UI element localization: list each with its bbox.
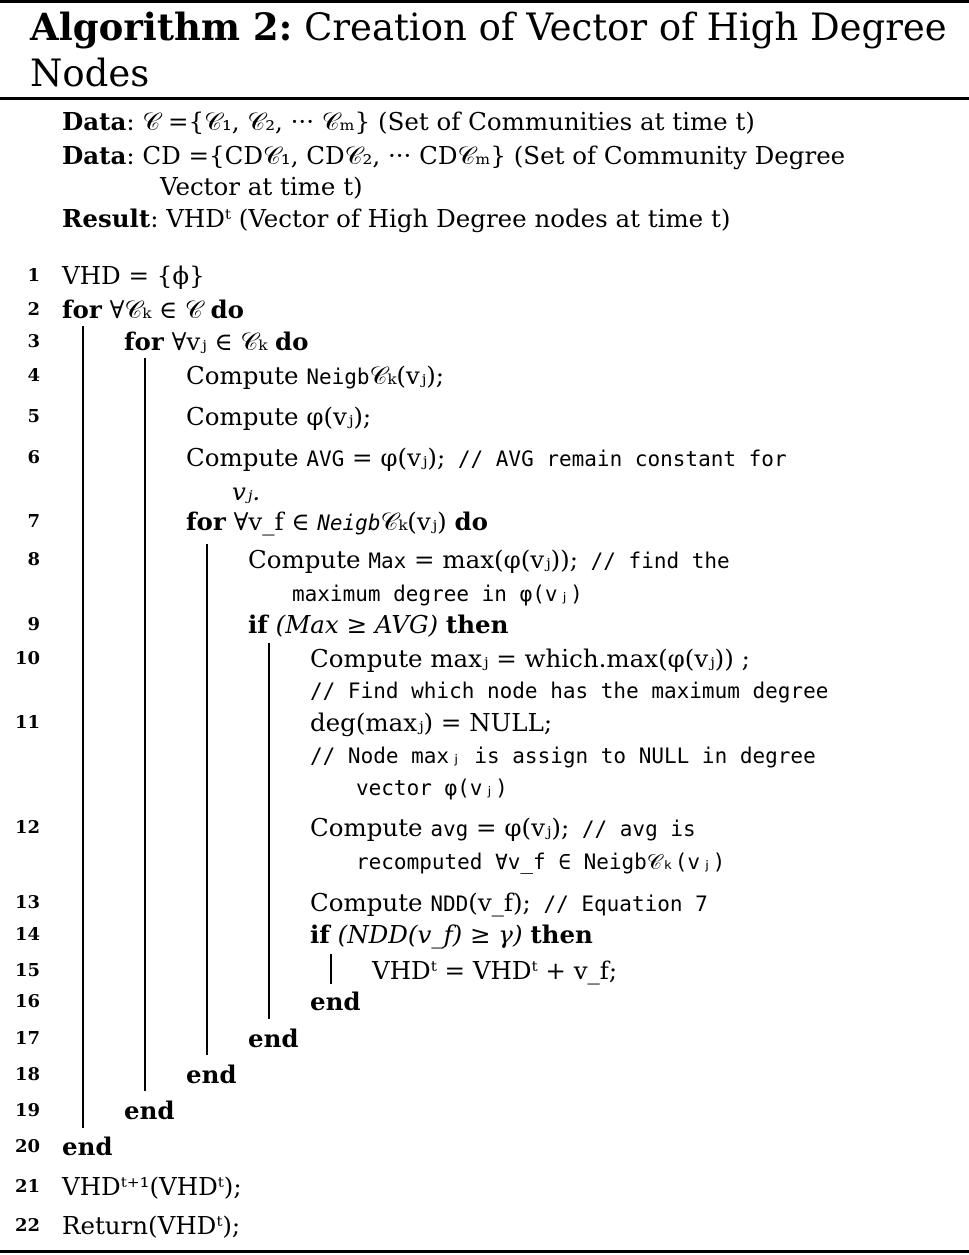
algo-line: end (186, 1060, 237, 1089)
algo-line: Return(VHDᵗ); (62, 1211, 241, 1240)
algo-line: for ∀v_f ∈ Neigb𝒞ₖ(vⱼ) do (186, 507, 488, 536)
algorithm-label: Algorithm 2: (30, 5, 293, 49)
algo-line: for ∀vⱼ ∈ 𝒞ₖ do (124, 327, 309, 356)
algo-line: Compute Neigb𝒞ₖ(vⱼ); (186, 361, 445, 390)
line-number: 17 (14, 1028, 40, 1049)
algo-line-cont: vⱼ. (232, 477, 261, 506)
algo-line: if (Max ≥ AVG) then (248, 610, 509, 639)
line-number: 11 (14, 712, 40, 733)
title-text-cont: Nodes (30, 52, 150, 95)
line-number: 8 (27, 549, 40, 570)
algo-line: deg(maxⱼ) = NULL; (310, 708, 553, 737)
line-number: 3 (27, 331, 40, 352)
algo-line: Compute maxⱼ = which.max(φ(vⱼ)) ; (310, 644, 750, 673)
indent-bar-4 (268, 643, 270, 1019)
line-number: 9 (27, 614, 40, 635)
data-line-1: Data: 𝒞 ={𝒞₁, 𝒞₂, ··· 𝒞ₘ} (Set of Communities at time t) (62, 107, 755, 136)
line-number: 16 (14, 991, 40, 1012)
line-number: 19 (14, 1100, 40, 1121)
indent-bar-5 (330, 954, 332, 984)
line-number: 10 (14, 648, 40, 669)
top-rule (0, 0, 969, 3)
algo-line-cont: vector φ(vⱼ) (356, 776, 508, 800)
algorithm-title (30, 4, 950, 97)
algo-line: VHDᵗ = VHDᵗ + v_f; (372, 956, 618, 985)
line-number: 2 (27, 299, 40, 320)
line-number: 13 (14, 892, 40, 913)
algo-line-cont: // Node maxⱼ is assign to NULL in degree (310, 744, 816, 768)
algo-line: end (124, 1096, 175, 1125)
title-text: Creation of Vector of High Degree (304, 6, 947, 49)
line-number: 7 (27, 511, 40, 532)
line-number: 22 (14, 1215, 40, 1236)
algo-line: Compute AVG = φ(vⱼ); // AVG remain constant for (186, 443, 787, 472)
line-number: 21 (14, 1176, 40, 1197)
line-number: 5 (27, 406, 40, 427)
algo-line: for ∀𝒞ₖ ∈ 𝒞 do (62, 295, 245, 324)
algo-line: Compute φ(vⱼ); (186, 402, 372, 431)
data-line-2: Data: CD ={CD𝒞₁, CD𝒞₂, ··· CD𝒞ₘ} (Set of Community Degree (62, 141, 846, 170)
line-number: 1 (27, 265, 40, 286)
line-number: 4 (27, 365, 40, 386)
line-number: 18 (14, 1064, 40, 1085)
algo-line-cont: // Find which node has the maximum degree (310, 679, 829, 703)
algo-line: end (62, 1132, 113, 1161)
algo-line-cont: recomputed ∀v_f ∈ Neigb𝒞ₖ(vⱼ) (356, 850, 726, 874)
bottom-rule (0, 1250, 969, 1253)
algo-line: Compute NDD(v_f); // Equation 7 (310, 888, 708, 917)
line-number: 14 (14, 924, 40, 945)
algo-line: end (310, 987, 361, 1016)
data-line-2-cont: Vector at time t) (160, 172, 363, 201)
line-number: 6 (27, 447, 40, 468)
line-number: 15 (14, 960, 40, 981)
indent-bar-1 (82, 326, 84, 1128)
indent-bar-2 (144, 358, 146, 1091)
result-line: Result: VHDᵗ (Vector of High Degree nodes at time t) (62, 204, 731, 233)
title-rule (0, 97, 969, 100)
algo-line: Compute Max = max(φ(vⱼ)); // find the (248, 545, 730, 574)
algo-line: VHD = {ϕ} (62, 261, 205, 290)
algo-line: end (248, 1024, 299, 1053)
line-number: 20 (14, 1136, 40, 1157)
algo-line: Compute avg = φ(vⱼ); // avg is (310, 813, 696, 842)
algo-line: VHDᵗ⁺¹(VHDᵗ); (62, 1172, 242, 1201)
algo-line-cont: maximum degree in φ(vⱼ) (292, 582, 583, 606)
line-number: 12 (14, 817, 40, 838)
indent-bar-3 (206, 544, 208, 1055)
algo-line: if (NDD(v_f) ≥ γ) then (310, 920, 593, 949)
